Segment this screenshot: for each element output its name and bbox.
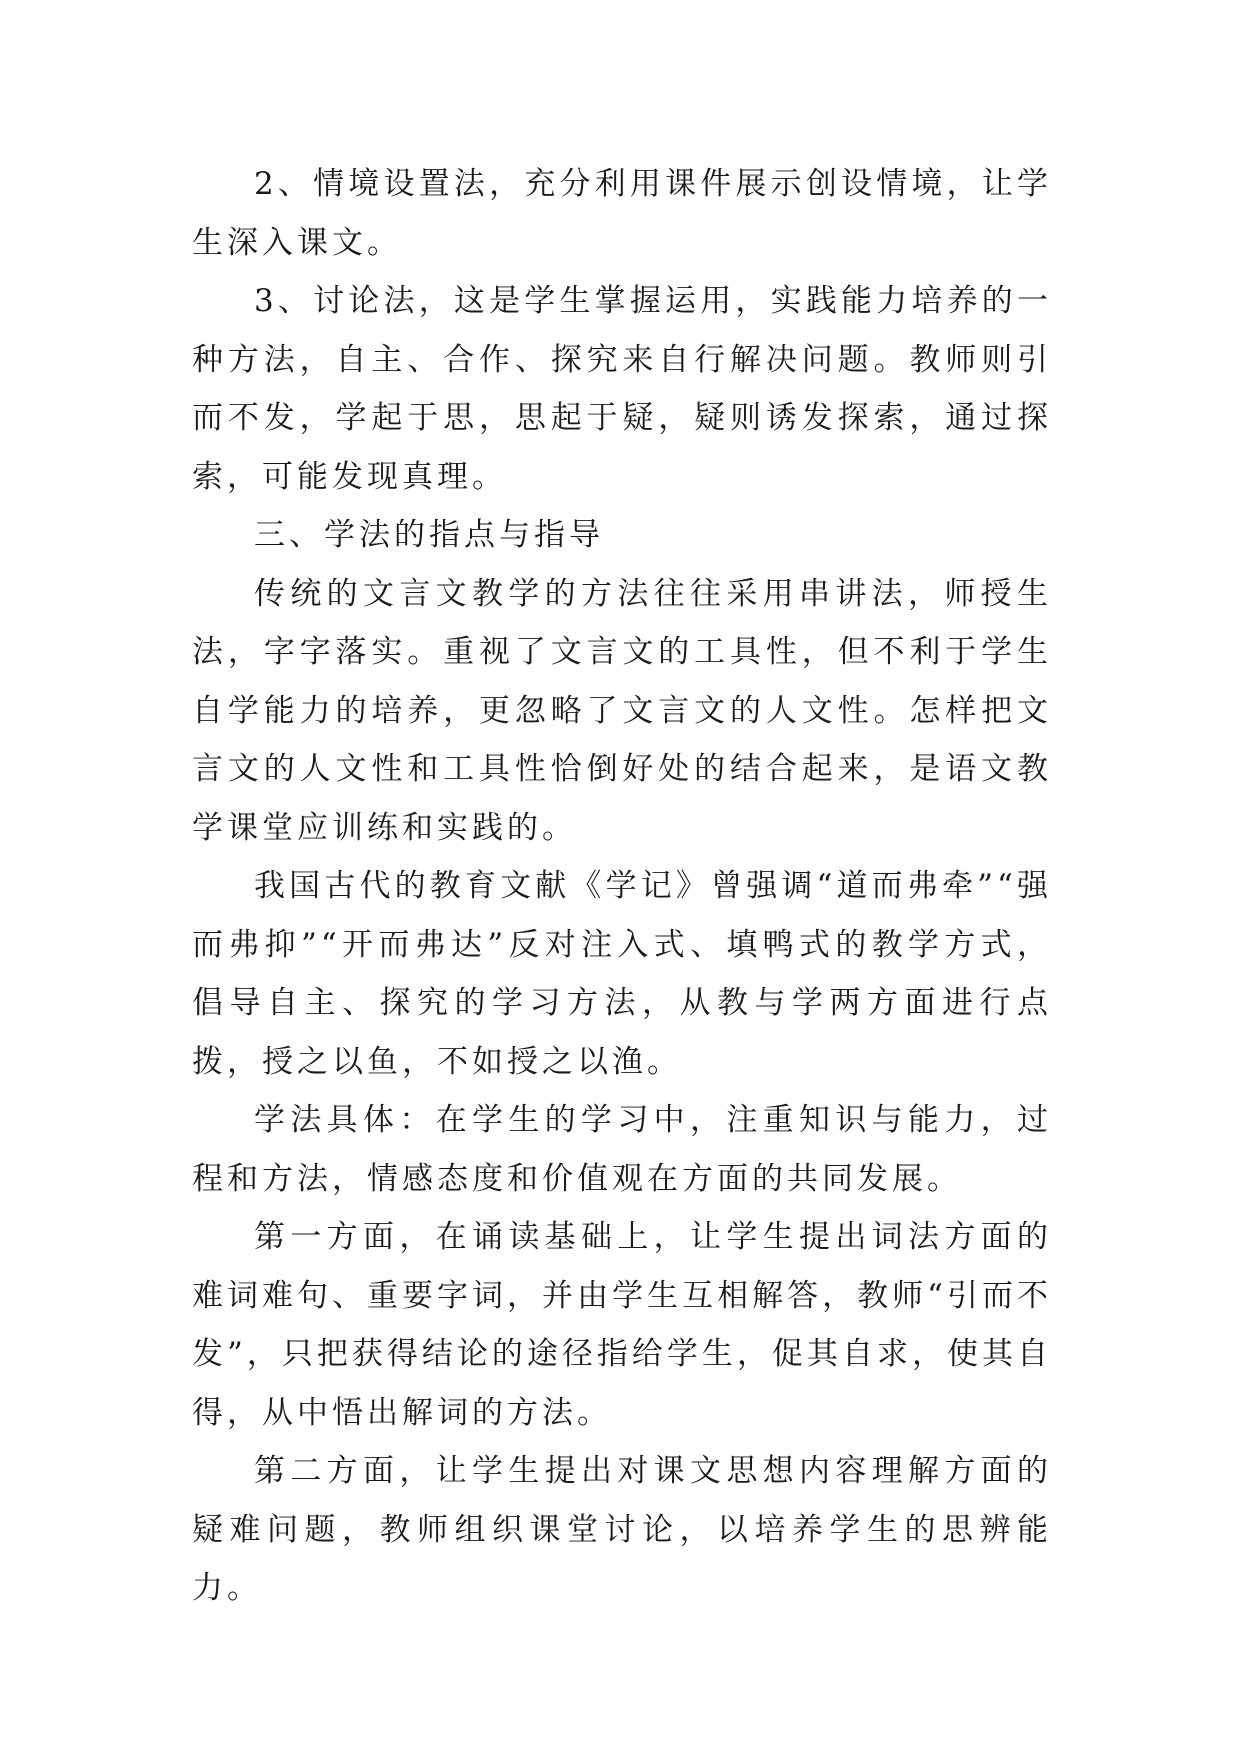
paragraph-aspect-one: 第一方面，在诵读基础上，让学生提出词法方面的难词难句、重要字词，并由学生互相解答，教师“引而不发”，只把获得结论的途径指给学生，促其自求，使其自得，从中悟出解词的方法。 <box>192 1219 1052 1431</box>
paragraph-method-2: 2、情境设置法，充分利用课件展示创设情境，让学生深入课文。 <box>192 166 1052 261</box>
document-body <box>192 155 1052 1618</box>
paragraph-xueji: 我国古代的教育文献《学记》曾强调“道而弗牵”“强而弗抑”“开而弗达”反对注入式、填鸭式的教学方式，倡导自主、探究的学习方法，从教与学两方面进行点拨，授之以鱼，不如授之以渔。 <box>192 868 1052 1080</box>
section-heading-study-methods: 三、学法的指点与指导 <box>254 517 604 553</box>
paragraph-aspect-two: 第二方面，让学生提出对课文思想内容理解方面的疑难问题，教师组织课堂讨论，以培养学生的思辨能力。 <box>192 1453 1052 1606</box>
paragraph-method-3: 3、讨论法，这是学生掌握运用，实践能力培养的一种方法，自主、合作、探究来自行解决问题。教师则引而不发，学起于思，思起于疑，疑则诱发探索，通过探索，可能发现真理。 <box>192 283 1052 495</box>
paragraph-study-specifics: 学法具体：在学生的学习中，注重知识与能力，过程和方法，情感态度和价值观在方面的共同发展。 <box>192 1102 1052 1197</box>
paragraph-traditional-teaching: 传统的文言文教学的方法往往采用串讲法，师授生法，字字落实。重视了文言文的工具性，但不利于学生自学能力的培养，更忽略了文言文的人文性。怎样把文言文的人文性和工具性恰倒好处的结合起来，是语文教学课堂应训练和实践的。 <box>192 575 1052 846</box>
